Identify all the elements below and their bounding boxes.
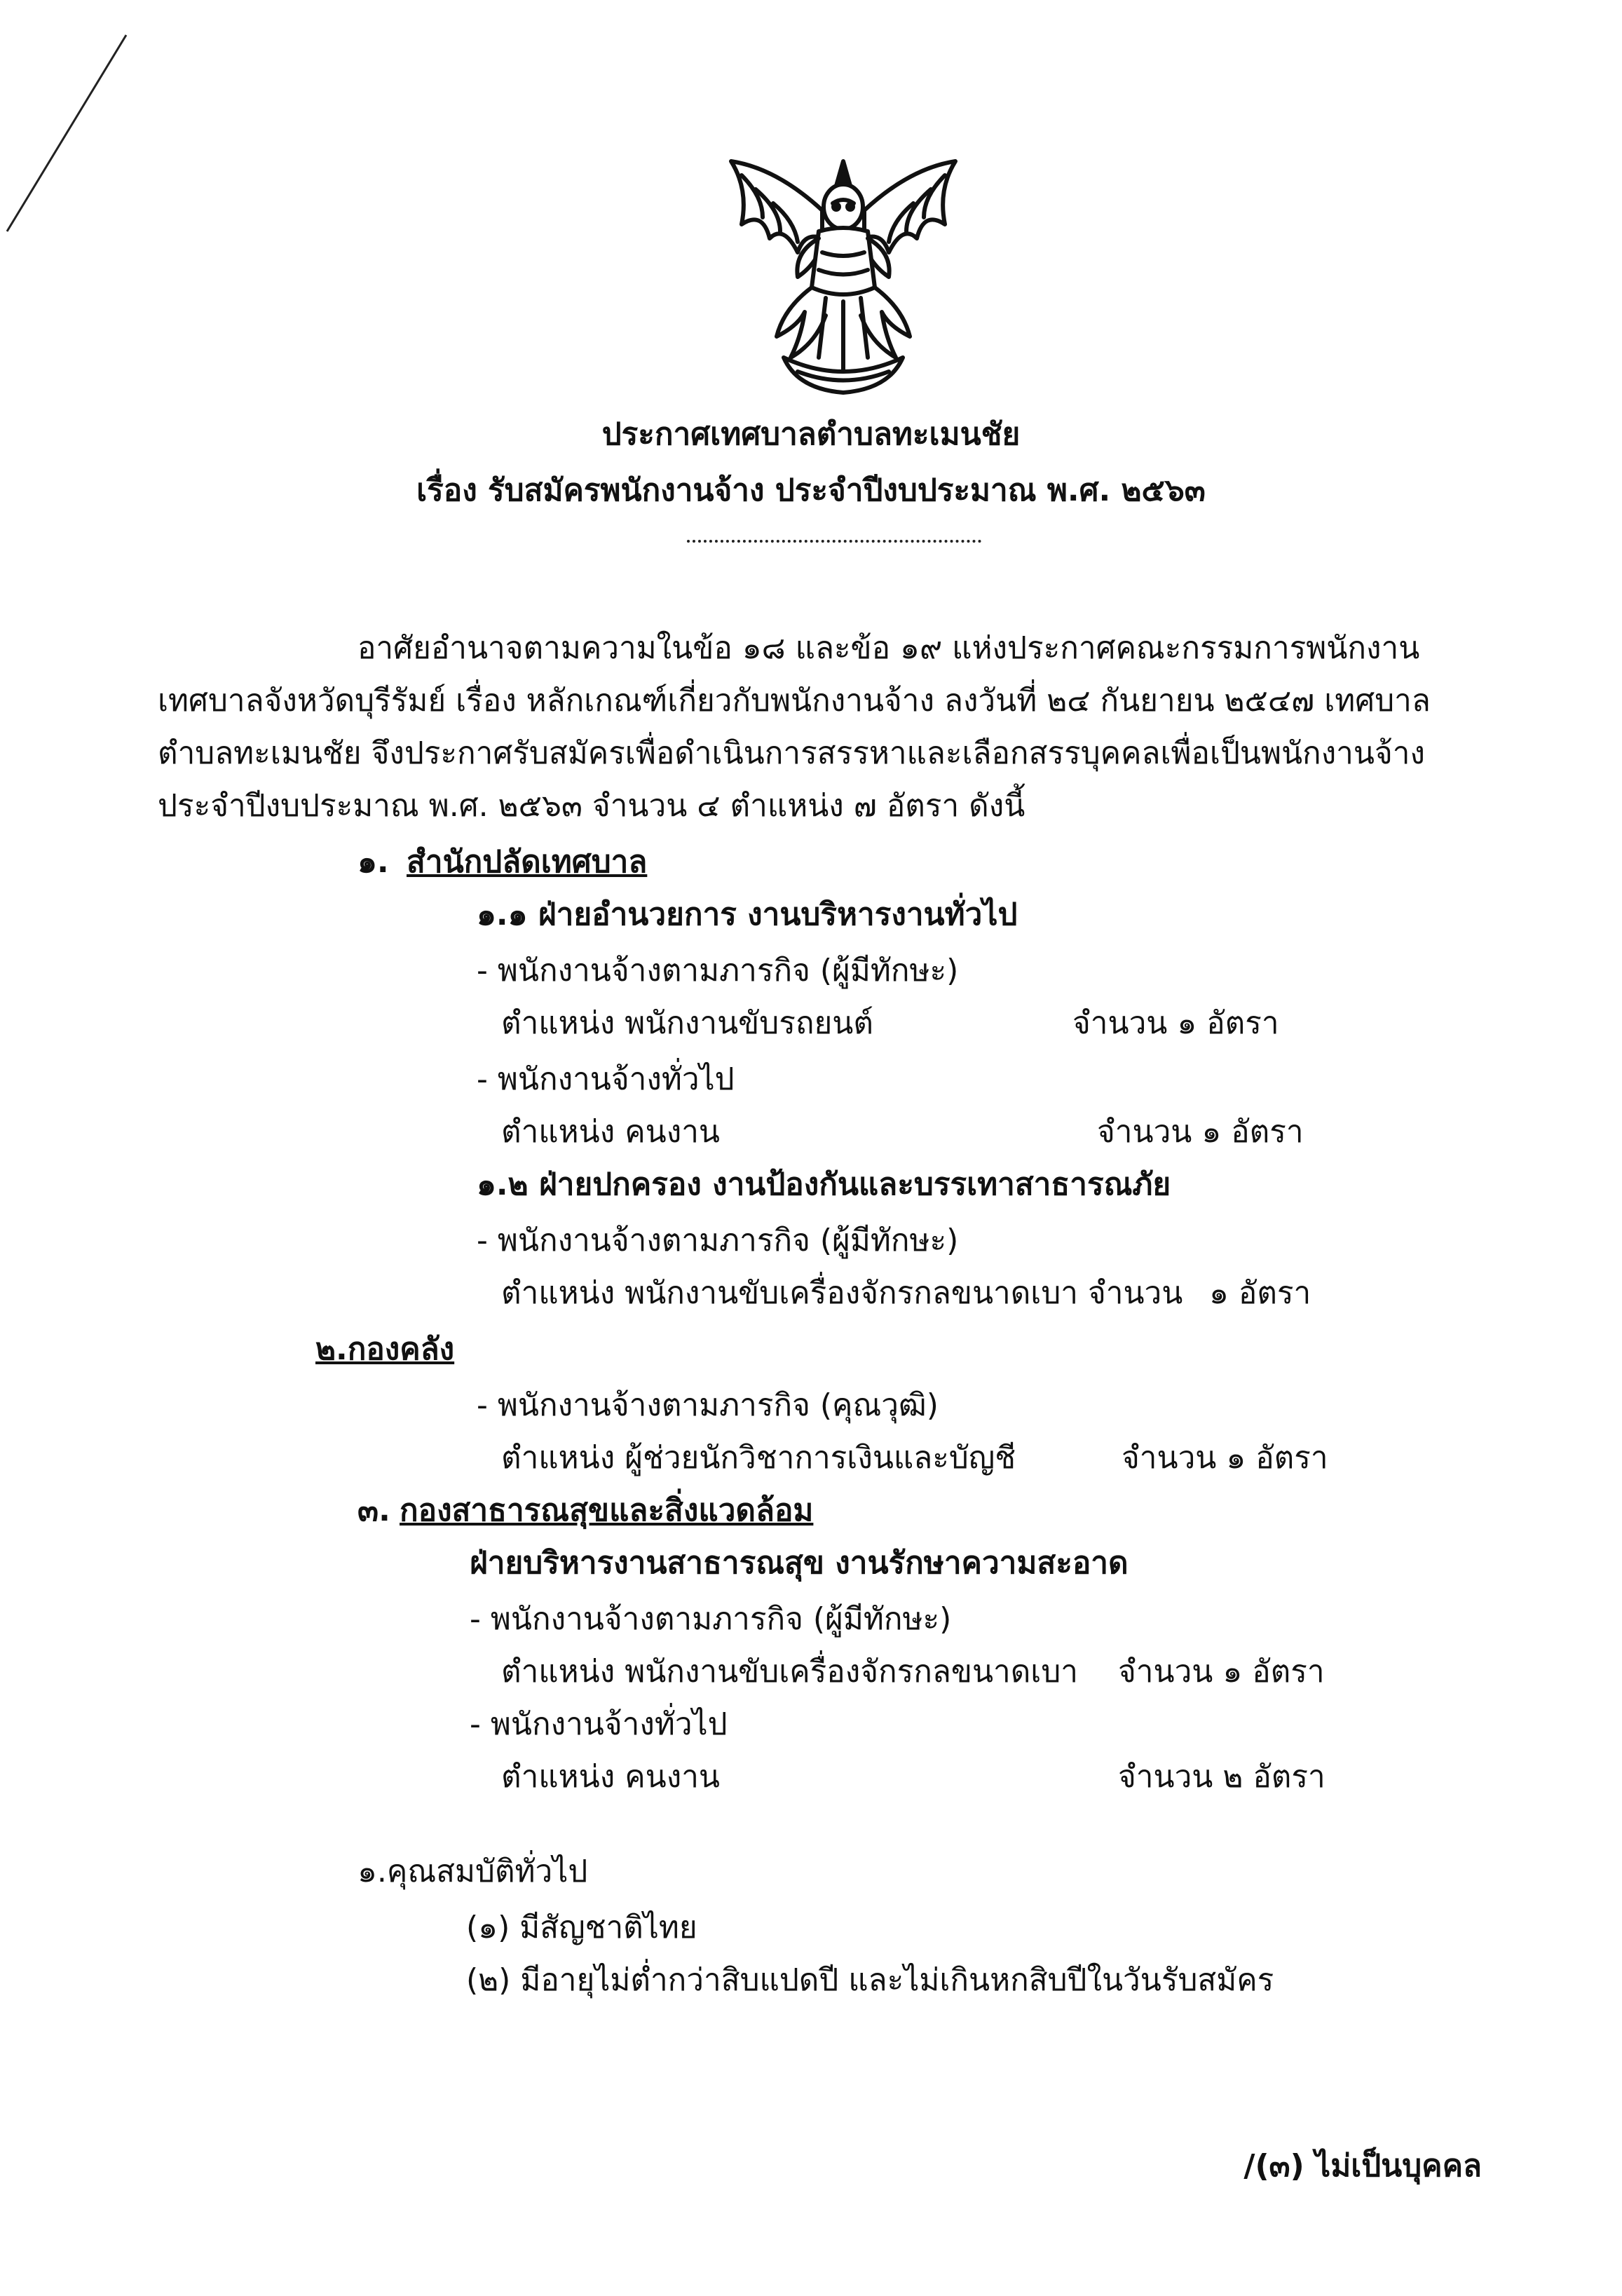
section-2-title: ๒.กองคลัง [315, 1331, 455, 1367]
section-3-quantity-1: จำนวน ๑ อัตรา [1118, 1654, 1325, 1690]
qualifications-heading: ๑.คุณสมบัติทั่วไป [357, 1854, 588, 1889]
section-1-1-quantity-1: จำนวน ๑ อัตรา [1072, 1005, 1279, 1041]
section-2-position-1: ตำแหน่ง ผู้ช่วยนักวิชาการเงินและบัญชี [501, 1440, 1016, 1476]
section-1-2-type-1: - พนักงานจ้างตามภารกิจ (ผู้มีทักษะ) [477, 1223, 959, 1258]
section-3-quantity-2: จำนวน ๒ อัตรา [1118, 1759, 1325, 1795]
intro-line-3: ตำบลทะเมนชัย จึงประกาศรับสมัครเพื่อดำเนินการสรรหาและเลือกสรรบุคคลเพื่อเป็นพนักงานจ้าง [158, 735, 1425, 771]
document-title: ประกาศเทศบาลตำบลทะเมนชัย [601, 416, 1021, 452]
section-3-type-2: - พนักงานจ้างทั่วไป [470, 1706, 728, 1742]
document-subject: เรื่อง รับสมัครพนักงานจ้าง ประจำปีงบประมาณ พ.ศ. ๒๕๖๓ [416, 473, 1206, 508]
section-3-position-1: ตำแหน่ง พนักงานขับเครื่องจักรกลขนาดเบา [501, 1654, 1078, 1690]
section-1-2-position-1: ตำแหน่ง พนักงานขับเครื่องจักรกลขนาดเบา จำนวน [501, 1275, 1183, 1311]
section-3-title: กองสาธารณสุขและสิ่งแวดล้อม [400, 1493, 814, 1528]
section-1-1-heading: ๑.๑ ฝ่ายอำนวยการ งานบริหารงานทั่วไป [477, 897, 1018, 932]
qualification-item-2: (๒) มีอายุไม่ต่ำกว่าสิบแปดปี และไม่เกินหกสิบปีในวันรับสมัคร [466, 1962, 1274, 1998]
section-3-type-1: - พนักงานจ้างตามภารกิจ (ผู้มีทักษะ) [470, 1601, 952, 1637]
section-1-title: สำนักปลัดเทศบาล [407, 844, 648, 880]
scan-artifact-line [0, 28, 140, 238]
section-1-1-type-1: - พนักงานจ้างตามภารกิจ (ผู้มีทักษะ) [477, 953, 959, 989]
title-divider [687, 540, 981, 543]
intro-line-2: เทศบาลจังหวัดบุรีรัมย์ เรื่อง หลักเกณฑ์เกี่ยวกับพนักงานจ้าง ลงวันที่ ๒๔ กันยายน ๒๕๔๗ เทศบาล [158, 683, 1431, 719]
intro-line-1: อาศัยอำนาจตามความในข้อ ๑๘ และข้อ ๑๙ แห่งประกาศคณะกรรมการพนักงาน [357, 630, 1420, 666]
section-1-1-quantity-2: จำนวน ๑ อัตรา [1097, 1114, 1304, 1150]
section-1-2-quantity-1: ๑ อัตรา [1209, 1275, 1311, 1311]
garuda-emblem-icon [714, 147, 973, 407]
section-3-number: ๓. [357, 1493, 390, 1528]
section-2-quantity-1: จำนวน ๑ อัตรา [1122, 1440, 1328, 1476]
page-continuation: /(๓) ไม่เป็นบุคคล [1243, 2148, 1482, 2184]
section-1-1-position-1: ตำแหน่ง พนักงานขับรถยนต์ [501, 1005, 873, 1041]
qualification-item-1: (๑) มีสัญชาติไทย [466, 1910, 697, 1945]
section-1-2-heading: ๑.๒ ฝ่ายปกครอง งานป้องกันและบรรเทาสาธารณภัย [477, 1167, 1171, 1202]
section-3-heading: ฝ่ายบริหารงานสาธารณสุข งานรักษาความสะอาด [470, 1545, 1129, 1581]
section-2-type-1: - พนักงานจ้างตามภารกิจ (คุณวุฒิ) [477, 1387, 939, 1423]
section-1-1-position-2: ตำแหน่ง คนงาน [501, 1114, 720, 1150]
section-1-1-type-2: - พนักงานจ้างทั่วไป [477, 1061, 735, 1097]
section-1-number: ๑. [357, 844, 389, 880]
intro-line-4: ประจำปีงบประมาณ พ.ศ. ๒๕๖๓ จำนวน ๔ ตำแหน่ง ๗ อัตรา ดังนี้ [158, 788, 1025, 824]
section-3-position-2: ตำแหน่ง คนงาน [501, 1759, 720, 1795]
